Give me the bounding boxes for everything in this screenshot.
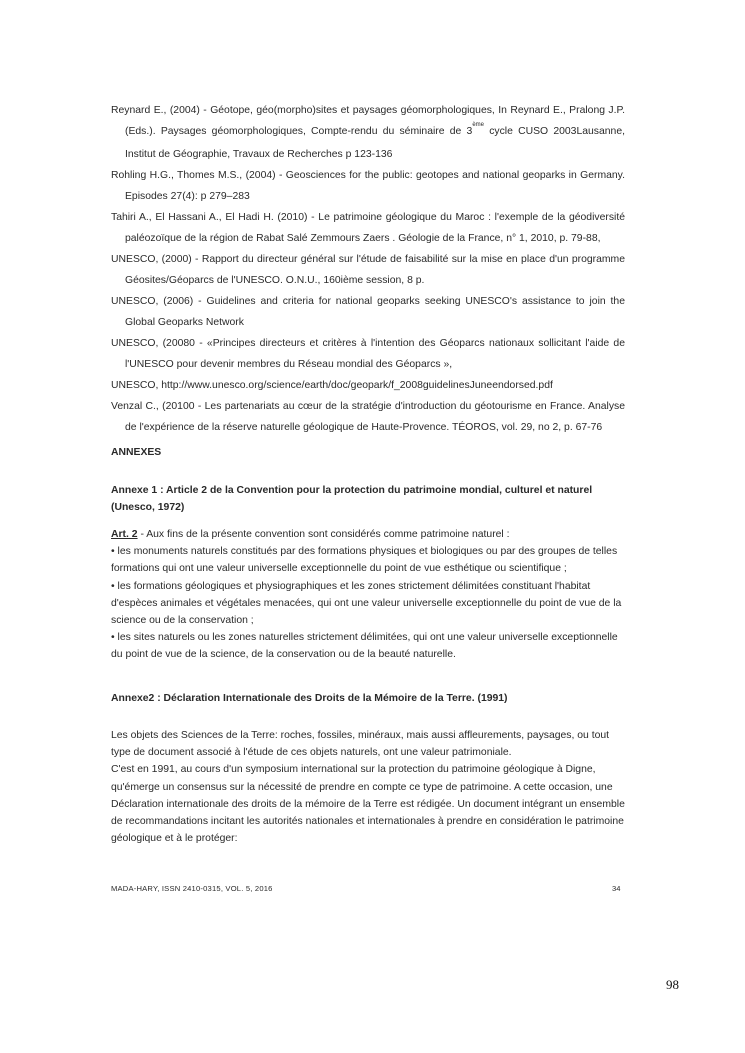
journal-page-number: 34	[612, 884, 621, 893]
article-intro	[111, 526, 625, 543]
reference-list	[111, 100, 625, 438]
annex2-body	[111, 727, 625, 847]
reference-item: UNESCO, (2000) - Rapport du directeur général sur l'étude de faisabilité sur la mise en place d'un programme Géosites/Géoparcs de l'UNESCO. O.N.U., 160ième session, 8 p.	[111, 254, 625, 286]
superscript: ème	[472, 122, 484, 128]
paragraph: C'est en 1991, au cours d'un symposium international sur la protection du patrimoine géologique à Digne, qu'émerge un consensus sur la nécessité de prendre en compte ce type de patrimoine. A cette occasion, une Déclaration internationale des droits de la mémoire de la Terre est rédigée. Un document intégrant un ensemble de recommandations incitant les autorités nationales et internationales à prendre en considération le patrimoine géologique et à le protéger:	[111, 764, 625, 845]
journal-footer: MADA-HARY, ISSN 2410-0315, VOL. 5, 2016	[111, 884, 273, 893]
reference-item: Venzal C., (20100 - Les partenariats au cœur de la stratégie d'introduction du géotourisme en France. Analyse de l'expérience de la réserve naturelle géologique de Haute-Provence. TÉOROS, vol. 29, no 2, p. 67-76	[111, 401, 625, 433]
reference-item: UNESCO, (2006) - Guidelines and criteria for national geoparks seeking UNESCO's assistance to join the Global Geoparks Network	[111, 296, 625, 328]
paragraph: Les objets des Sciences de la Terre: roches, fossiles, minéraux, mais aussi affleurements, paysages, ou tout type de document associé à l'étude de ces objets naturels, ont une valeur patrimoniale.	[111, 730, 610, 759]
article-label: Art. 2	[111, 529, 138, 540]
annex1-body	[111, 526, 625, 664]
bullet-item: • les monuments naturels constitués par des formations physiques et biologiques ou par des groupes de telles formations qui ont une valeur universelle exceptionnelle du point de vue esthétique ou scientifique ;	[111, 546, 618, 575]
bullet-item: • les sites naturels ou les zones naturelles strictement délimitées, qui ont une valeur universelle exceptionnelle du point de vue de la science, de la conservation ou de la beauté naturelle.	[111, 632, 618, 661]
reference-item: UNESCO, (20080 - «Principes directeurs et critères à l'intention des Géoparcs nationaux sollicitant l'aide de l'UNESCO pour devenir membres du Réseau mondial des Géoparcs »,	[111, 338, 625, 370]
reference-item: UNESCO, http://www.unesco.org/science/earth/doc/geopark/f_2008guidelinesJuneendorsed.pdf	[111, 380, 553, 391]
bullet-item: • les formations géologiques et physiographiques et les zones strictement délimitées constituant l'habitat d'espèces animales et végétales menacées, qui ont une valeur universelle exceptionnelle du point de vue de la science ou de la conservation ;	[111, 580, 622, 627]
reference-text: cycle CUSO 2003Lausanne, Institut de Géographie, Travaux de Recherches p 123-136	[125, 126, 625, 160]
annex2-title: Annexe2 : Déclaration Internationale des Droits de la Mémoire de la Terre. (1991)	[111, 693, 508, 704]
article-intro-text: - Aux fins de la présente convention sont considérés comme patrimoine naturel :	[137, 529, 510, 540]
annexes-heading: ANNEXES	[111, 447, 162, 458]
reference-item: Rohling H.G., Thomes M.S., (2004) - Geosciences for the public: geotopes and national geoparks in Germany. Episodes 27(4): p 279–283	[111, 170, 625, 202]
reference-text: Reynard E., (2004) - Géotope, géo(morpho)sites et paysages géomorphologiques, In Reynard E., Pralong J.P. (Eds.). Paysages géomorphologiques, Compte-rendu du séminaire de 3	[111, 105, 625, 137]
page-number: 98	[666, 977, 679, 992]
reference-item: Tahiri A., El Hassani A., El Hadi H. (2010) - Le patrimoine géologique du Maroc : l'exemple de la géodiversité paléozoïque de la région de Rabat Salé Zemmours Zaers . Géologie de la France, n° 1, 2010, p. 79-88,	[111, 212, 625, 244]
annex1-title: Annexe 1 : Article 2 de la Convention pour la protection du patrimoine mondial, culturel et naturel (Unesco, 1972)	[111, 485, 593, 513]
reference-item	[111, 100, 625, 165]
